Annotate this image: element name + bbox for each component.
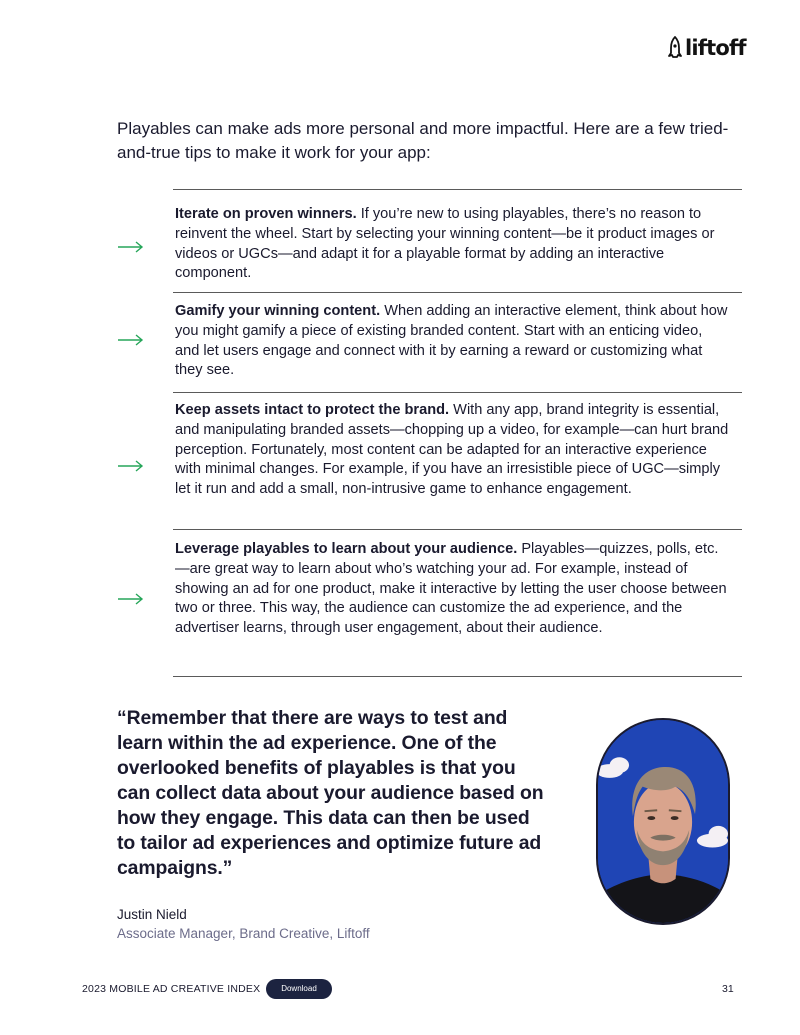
- tip-body: When adding an interactive element, think about how you might gamify a piece of existing branded content. Start with an enticing video, and let users engage and connect with it by earning a reward or customizing what they see.: [175, 303, 728, 379]
- tip-divider: [173, 392, 742, 393]
- tip-title: Gamify your winning content.: [175, 303, 381, 319]
- logo-text: liftoff: [685, 35, 746, 60]
- quote-author-title: Associate Manager, Brand Creative, Liftoff: [117, 926, 370, 941]
- tip-text: [175, 302, 730, 381]
- tip-text: [175, 205, 730, 284]
- tip-divider: [173, 676, 742, 677]
- download-button[interactable]: Download: [266, 979, 332, 999]
- arrow-right-icon: [117, 333, 145, 347]
- tip-body: Playables—quizzes, polls, etc.—are great way to learn about who’s watching your ad. For example, instead of showing an ad for one product, make it interactive by letting the user choose between two or three. This way, the audience can customize the ad experience, and the advertiser learns, through user engagement, about their audience.: [175, 541, 727, 637]
- tip-divider: [173, 529, 742, 530]
- pull-quote: “Remember that there are ways to test and learn within the ad experience. One of the overlooked benefits of playables is that you can collect data about your audience based on how they engage. This data can then be used to tailor ad experiences and optimize future ad campaigns.”: [117, 707, 544, 879]
- tip-text: [175, 401, 730, 500]
- author-portrait: [596, 718, 730, 925]
- rocket-icon: [668, 36, 682, 60]
- tip-body: With any app, brand integrity is essential, and manipulating branded assets—chopping up a video, for example—can hurt brand perception. Fortunately, most content can be adapted for an interactive experience with minimal changes. For example, if you have an irresistible piece of UGC—simply let it run and add a small, non-intrusive game to enhance engagement.: [175, 402, 729, 498]
- tip-text: [175, 540, 730, 639]
- quote-author-name: Justin Nield: [117, 907, 187, 922]
- tip-divider: [173, 189, 742, 190]
- tip-title: Keep assets intact to protect the brand.: [175, 402, 450, 418]
- intro-paragraph: Playables can make ads more personal and more impactful. Here are a few tried-and-true tips to make it work for your app:: [117, 119, 729, 162]
- tip-title: Iterate on proven winners.: [175, 206, 357, 222]
- arrow-right-icon: [117, 240, 145, 254]
- tip-title: Leverage playables to learn about your audience.: [175, 541, 518, 557]
- page-number: 31: [722, 983, 734, 995]
- liftoff-logo: [668, 36, 746, 60]
- tip-divider: [173, 292, 742, 293]
- arrow-right-icon: [117, 459, 145, 473]
- tip-body: If you’re new to using playables, there’s no reason to reinvent the wheel. Start by selecting your winning content—be it product images or videos or UGCs—and adapt it for a playable format by adding an interactive component.: [175, 206, 715, 282]
- arrow-right-icon: [117, 592, 145, 606]
- report-title: 2023 MOBILE AD CREATIVE INDEX: [82, 983, 261, 995]
